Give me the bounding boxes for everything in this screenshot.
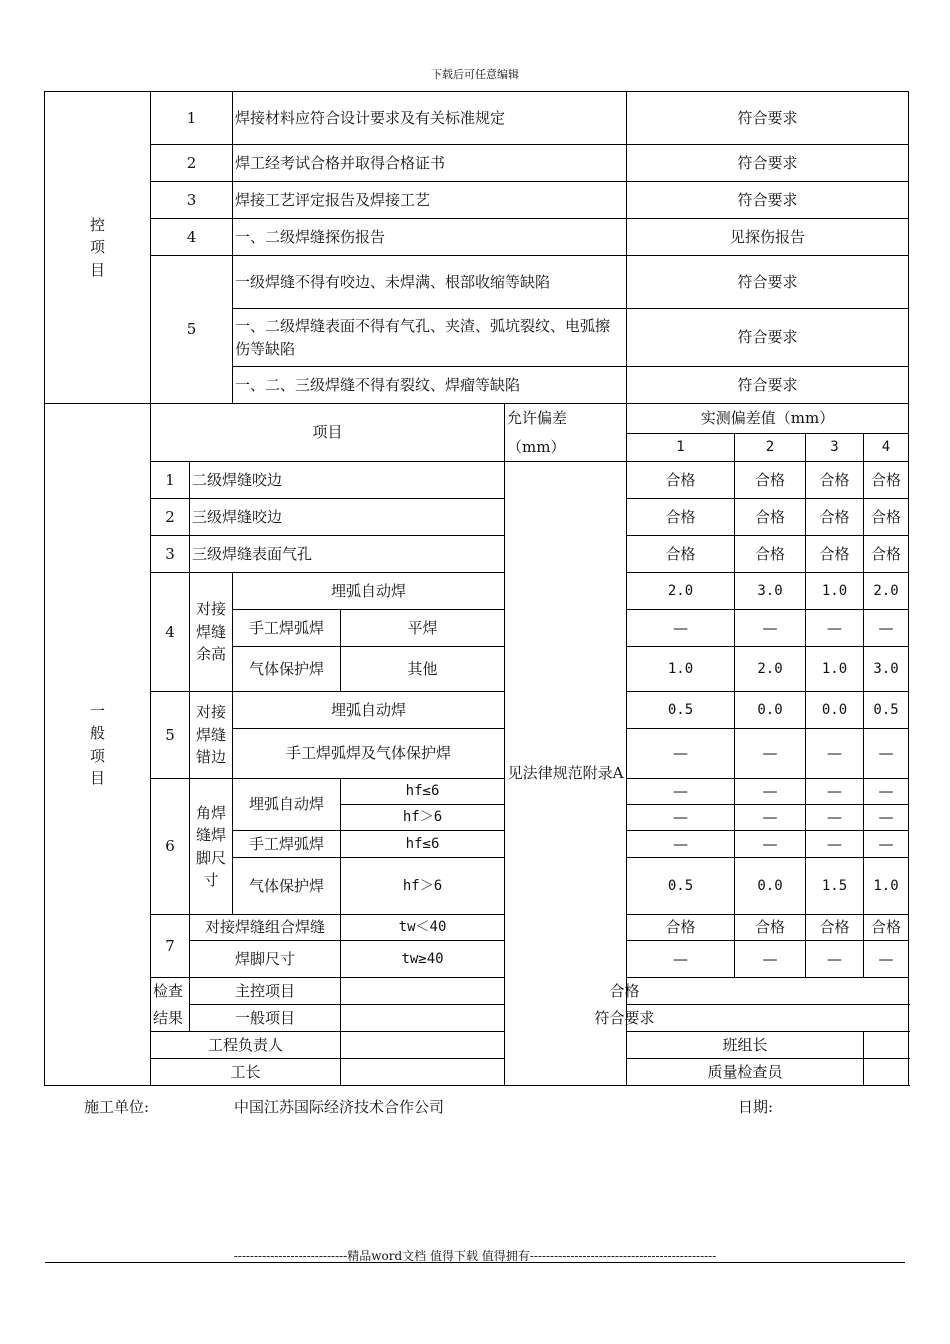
team-leader-label: 班组长 — [627, 1032, 864, 1059]
weld-condition: tw≥40 — [341, 941, 505, 978]
measured-value: 合格 — [735, 915, 806, 941]
main-items-label: 控 项 目 — [45, 92, 151, 404]
main-item-desc: 一级焊缝不得有咬边、未焊满、根部收缩等缺陷 — [233, 256, 627, 309]
measured-value: 合格 — [627, 536, 735, 573]
measured-value: — — [806, 941, 864, 978]
measure-col-header: 3 — [806, 434, 864, 462]
general-row-no: 4 — [151, 573, 190, 692]
measured-value: — — [735, 831, 806, 858]
main-item-desc: 一、二、三级焊缝不得有裂纹、焊瘤等缺陷 — [233, 367, 627, 404]
measured-value: 合格 — [864, 499, 909, 536]
weld-condition: hf≤6 — [341, 831, 505, 858]
measure-col-header: 2 — [735, 434, 806, 462]
measured-value: 1.0 — [806, 573, 864, 610]
measured-value: — — [735, 610, 806, 647]
measured-value: — — [627, 941, 735, 978]
weld-method: 埋弧自动焊 — [233, 692, 505, 729]
foreman-signature — [341, 1059, 627, 1086]
general-row-no: 2 — [151, 499, 190, 536]
main-item-no: 1 — [151, 92, 233, 145]
weld-condition: hf≤6 — [341, 779, 505, 805]
general-head-measured: 实测偏差值（mm） — [627, 404, 909, 434]
general-row-name: 三级焊缝表面气孔 — [190, 536, 505, 573]
measured-value: 合格 — [735, 462, 806, 499]
main-item-no: 4 — [151, 219, 233, 256]
measured-value: 合格 — [735, 499, 806, 536]
measured-value: 合格 — [627, 462, 735, 499]
check-main-value: 合格 — [341, 978, 909, 1005]
measured-value: — — [864, 729, 909, 779]
check-general-value: 符合要求 — [341, 1005, 909, 1032]
weld-condition: hf＞6 — [341, 805, 505, 831]
date-label: 日期: — [738, 1098, 774, 1116]
inspector-label: 质量检查员 — [627, 1059, 864, 1086]
weld-method: 气体保护焊 — [233, 647, 341, 692]
general-row-no: 7 — [151, 915, 190, 978]
measured-value: 合格 — [864, 536, 909, 573]
main-item-desc: 一、二级焊缝表面不得有气孔、夹渣、弧坑裂纹、电弧擦伤等缺陷 — [233, 309, 627, 367]
general-row-no: 5 — [151, 692, 190, 779]
measured-value: 0.0 — [735, 692, 806, 729]
main-item-desc: 焊接工艺评定报告及焊接工艺 — [233, 182, 627, 219]
measured-value: — — [627, 779, 735, 805]
main-item-result: 符合要求 — [627, 145, 909, 182]
measured-value: 合格 — [806, 915, 864, 941]
main-item-result: 符合要求 — [627, 256, 909, 309]
weld-method: 埋弧自动焊 — [233, 779, 341, 831]
main-item-desc: 一、二级焊缝探伤报告 — [233, 219, 627, 256]
engineer-label: 工程负责人 — [151, 1032, 341, 1059]
weld-method: 手工焊弧焊 — [233, 831, 341, 858]
measured-value: 1.0 — [864, 858, 909, 915]
header-note: 下载后可任意编辑 — [431, 68, 519, 81]
check-general-label: 一般项目 — [190, 1005, 341, 1032]
main-item-no: 5 — [151, 256, 233, 404]
check-main-label: 主控项目 — [190, 978, 341, 1005]
measured-value: — — [627, 805, 735, 831]
unit-label: 施工单位: — [84, 1098, 150, 1116]
measured-value: 0.0 — [735, 858, 806, 915]
foreman-label: 工长 — [151, 1059, 341, 1086]
measured-value: 0.5 — [864, 692, 909, 729]
general-row-no: 1 — [151, 462, 190, 499]
measured-value: 合格 — [806, 536, 864, 573]
measured-value: — — [806, 805, 864, 831]
weld-method: 埋弧自动焊 — [233, 573, 505, 610]
measured-value: — — [864, 610, 909, 647]
bottom-footer-text: ----------------------------精品word文档 值得下载 值得拥有---------------------------------------------- — [233, 1249, 717, 1263]
general-row-no: 3 — [151, 536, 190, 573]
check-label: 检查 — [151, 978, 190, 1005]
measured-value: — — [864, 831, 909, 858]
measured-value: 合格 — [735, 536, 806, 573]
weld-method: 手工焊弧焊 — [233, 610, 341, 647]
measured-value: — — [627, 831, 735, 858]
general-row-label: 对接 焊缝 余高 — [190, 573, 233, 692]
measure-col-header: 4 — [864, 434, 909, 462]
measured-value: — — [864, 779, 909, 805]
weld-method: 手工焊弧焊及气体保护焊 — [233, 729, 505, 779]
measured-value: 合格 — [864, 915, 909, 941]
check-label: 结果 — [151, 1005, 190, 1032]
measured-value: 0.5 — [627, 692, 735, 729]
measured-value: — — [806, 610, 864, 647]
main-item-result: 符合要求 — [627, 309, 909, 367]
measured-value: 2.0 — [627, 573, 735, 610]
engineer-signature — [341, 1032, 627, 1059]
measured-value: — — [735, 941, 806, 978]
measured-value: 1.5 — [806, 858, 864, 915]
general-row-name: 二级焊缝咬边 — [190, 462, 505, 499]
main-item-result: 符合要求 — [627, 182, 909, 219]
measured-value: 1.0 — [806, 647, 864, 692]
measured-value: — — [627, 729, 735, 779]
measured-value: — — [735, 779, 806, 805]
measured-value: 合格 — [627, 499, 735, 536]
measured-value: — — [806, 779, 864, 805]
measured-value: 合格 — [627, 915, 735, 941]
measured-value: 2.0 — [864, 573, 909, 610]
weld-condition: 平焊 — [341, 610, 505, 647]
main-item-result: 符合要求 — [627, 367, 909, 404]
measured-value: 合格 — [806, 462, 864, 499]
weld-method: 对接焊缝组合焊缝 — [190, 915, 341, 941]
weld-method: 气体保护焊 — [233, 858, 341, 915]
team-leader-signature — [864, 1032, 909, 1059]
weld-condition: 其他 — [341, 647, 505, 692]
main-item-desc: 焊接材料应符合设计要求及有关标准规定 — [233, 92, 627, 145]
footer-divider — [45, 1262, 905, 1263]
general-row-label: 对接 焊缝 错边 — [190, 692, 233, 779]
weld-condition: tw＜40 — [341, 915, 505, 941]
measure-col-header: 1 — [627, 434, 735, 462]
weld-inspection-table — [44, 91, 909, 1086]
measured-value: 0.5 — [627, 858, 735, 915]
general-row-no: 6 — [151, 779, 190, 915]
main-item-no: 2 — [151, 145, 233, 182]
general-items-label: 一 般 项 目 — [45, 404, 151, 1086]
measured-value: — — [627, 610, 735, 647]
measured-value: 1.0 — [627, 647, 735, 692]
general-row-name: 三级焊缝咬边 — [190, 499, 505, 536]
general-head-allow: 允许偏差 （mm） — [505, 404, 627, 462]
unit-value: 中国江苏国际经济技术合作公司 — [234, 1098, 445, 1116]
measured-value: 3.0 — [735, 573, 806, 610]
measured-value: — — [864, 941, 909, 978]
allow-value: 见法律规范附录A — [505, 462, 627, 1086]
measured-value: — — [735, 729, 806, 779]
measured-value: — — [806, 831, 864, 858]
measured-value: 3.0 — [864, 647, 909, 692]
measured-value: 0.0 — [806, 692, 864, 729]
main-item-result: 符合要求 — [627, 92, 909, 145]
main-item-result: 见探伤报告 — [627, 219, 909, 256]
weld-condition: hf＞6 — [341, 858, 505, 915]
measured-value: 合格 — [806, 499, 864, 536]
general-row-label: 角焊 缝焊 脚尺 寸 — [190, 779, 233, 915]
main-item-no: 3 — [151, 182, 233, 219]
measured-value: 2.0 — [735, 647, 806, 692]
measured-value: — — [735, 805, 806, 831]
inspector-signature — [864, 1059, 909, 1086]
measured-value: — — [806, 729, 864, 779]
main-item-desc: 焊工经考试合格并取得合格证书 — [233, 145, 627, 182]
measured-value: — — [864, 805, 909, 831]
weld-method: 焊脚尺寸 — [190, 941, 341, 978]
general-head-item: 项目 — [151, 404, 505, 462]
measured-value: 合格 — [864, 462, 909, 499]
